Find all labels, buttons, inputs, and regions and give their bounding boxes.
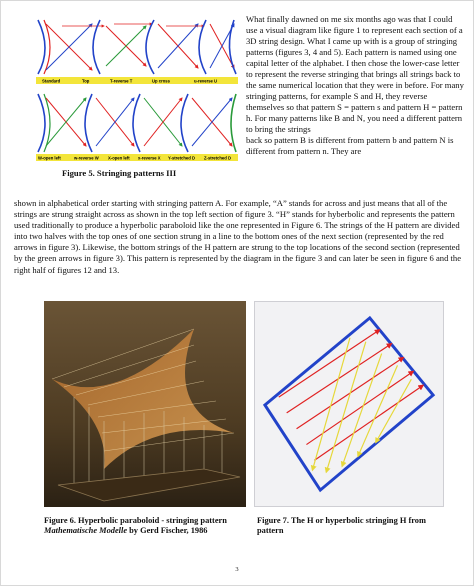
label-top: Top bbox=[82, 78, 90, 84]
label-x-reverse: x-reverse X bbox=[138, 155, 161, 161]
bottom-row-patterns bbox=[38, 94, 236, 152]
figure-6-caption-author: by Gerd Fischer, 1986 bbox=[127, 526, 208, 536]
label-z-stretched: Z-stretched D bbox=[204, 155, 231, 161]
top-row-patterns bbox=[38, 20, 236, 74]
label-w-open: W-open left bbox=[38, 155, 61, 161]
hyperbolic-paraboloid-photo bbox=[44, 301, 246, 507]
label-u-reverse: u-reverse U bbox=[194, 78, 218, 84]
figure-6-caption-title: Figure 6. Hyperbolic paraboloid - stringing pattern bbox=[44, 516, 227, 525]
label-y-stretched: Y-stretched D bbox=[168, 155, 195, 161]
body-text: shown in alphabetical order starting with stringing pattern A. For example, “A” stands for across and just means that all of the strings are strung straight across as shown in the top left section of figure 3. “H” stands for hyberbolic and represents the pattern used traditionally to produce a hyperbolic paraboloid like the one represented in Figure 6. The strings of the H pattern are divided into two halves with the top ones of one section strung in a line to the bottom ones of the next section (represented by the red arrows in figure 3). Likewise, the bottom strings of the H pattern are strung to the top locations of the second section (represented by the green arrows in figure 3). This pattern is represented by the diagram in the figure 3 and can later be seen in figure 6 and the right half of figures 12 and 13. bbox=[14, 198, 462, 275]
figure-7-caption: Figure 7. The H or hyperbolic stringing H from pattern bbox=[257, 516, 426, 536]
h-stringing-diagram bbox=[254, 301, 444, 507]
intro-tail-text: back so pattern B is different from pattern b and pattern N is different from pattern n. They are bbox=[246, 135, 454, 156]
label-x-open: X-open left bbox=[108, 155, 130, 161]
diamond-frame bbox=[265, 318, 433, 490]
label-standard: Standard bbox=[42, 78, 61, 84]
label-t-reverse: T-reverse T bbox=[110, 78, 133, 84]
body-paragraph bbox=[14, 198, 464, 276]
figure-6-caption bbox=[44, 516, 249, 537]
stringing-patterns-diagram bbox=[34, 14, 240, 164]
label-w-reverse: w-reverse W bbox=[74, 155, 99, 161]
figure-5-caption: Figure 5. Stringing patterns III bbox=[62, 168, 177, 178]
label-up-cross: Up cross bbox=[152, 78, 170, 84]
figure-6-caption-book: Mathematische Modelle bbox=[44, 526, 128, 536]
intro-paragraph bbox=[246, 14, 466, 157]
page-number: 3 bbox=[235, 566, 239, 573]
intro-text: What finally dawned on me six months ago was that I could use a visual diagram like figure 1 to represent each section of a 3D string design. What I came up with is a group of stringing patterns (figures 3, 4 and 5). Each pattern is named using one capital letter of the alphabet. I then chose the lower-case letter to represent the reverse stringing that brings all strings back to the same numerical location that they were in before. For many stringing patterns, for example S and H, they reverse themselves so that pattern S = pattern s and pattern H = pattern h. For many patterns like B and N, you need a different pattern to bring the strings bbox=[246, 14, 464, 134]
